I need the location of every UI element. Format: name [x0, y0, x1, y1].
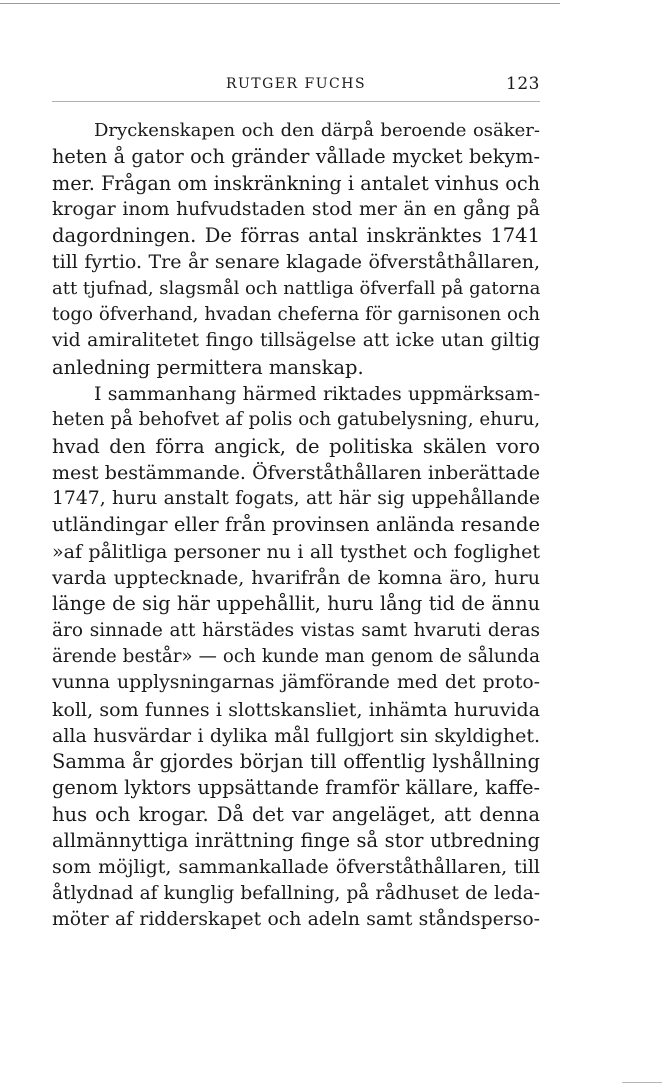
- text-line: »af pålitliga personer nu i all tysthet och foglighet: [52, 540, 540, 563]
- text-line: åtlydnad af kunglig befallning, på rådhuset de leda-: [52, 882, 540, 904]
- text-line: vid amiralitetet fingo tillsägelse att icke utan giltig: [52, 330, 540, 352]
- text-line: länge de sig här uppehållit, huru lång tid de ännu: [52, 592, 540, 616]
- text-line: krogar inom hufvudstaden stod mer än en gång på: [52, 198, 540, 220]
- text-line: varda upptecknade, hvarifrån de komna äro, huru: [52, 567, 540, 590]
- text-line: ärende består» — och kunde man genom de sålunda: [52, 645, 540, 667]
- top-edge-rule: [0, 3, 560, 4]
- text-line: togo öfverhand, hvadan cheferna för garnisonen och: [52, 304, 540, 326]
- text-line: mer. Frågan om inskränkning i antalet vinhus och: [52, 171, 540, 195]
- text-line: allmännyttiga inrättning finge så stor utbredning: [52, 829, 540, 853]
- header-rule: [52, 101, 540, 102]
- text-line: som möjligt, sammankallade öfverståthållaren, till: [52, 856, 540, 879]
- text-line: hvad den förra angick, de politiska skälen voro: [52, 434, 540, 458]
- text-line: heten på behofvet af polis och gatubelysning, ehuru,: [52, 409, 540, 431]
- text-line: äro sinnade att härstädes vistas samt hvaruti deras: [52, 619, 540, 641]
- text-line: till fyrtio. Tre år senare klagade öfverståthållaren,: [52, 251, 540, 274]
- running-title: RUTGER FUCHS: [225, 76, 367, 92]
- page-number: 123: [506, 74, 540, 94]
- text-line: hus och krogar. Då det var angeläget, att denna: [52, 802, 540, 826]
- text-line: Dryckenskapen och den därpå beroende osäker-: [94, 120, 540, 141]
- text-line: mest bestämmande. Öfverståthållaren inberättade: [52, 461, 540, 484]
- text-line: I sammanhang härmed riktades uppmärksam-: [94, 382, 540, 405]
- text-line: 1747, huru anstalt fogats, att här sig uppehållande: [52, 488, 540, 510]
- text-line: dagordningen. De förras antal inskränktes 1741: [52, 224, 540, 248]
- running-head: [52, 74, 540, 100]
- text-line: vunna upplysningarnas jämförande med det proto-: [52, 672, 540, 694]
- text-line: utländingar eller från provinsen anlända resande: [52, 513, 540, 537]
- text-line: genom lyktors uppsättande framför källare, kaffe-: [52, 776, 540, 800]
- bottom-edge-mark: [622, 1082, 662, 1083]
- paragraph-1: [52, 118, 540, 381]
- text-line: alla husvärdar i dylika mål fullgjort sin skyldighet.: [52, 724, 540, 747]
- text-line: anledning permittera manskap.: [52, 355, 364, 379]
- text-line: heten å gator och gränder vållade mycket bekym-: [52, 145, 540, 169]
- text-line: koll, som funnes i slottskansliet, inhämta huruvida: [52, 698, 540, 721]
- text-line: Samma år gjordes början till offentlig lyshållning: [52, 750, 540, 774]
- text-line: möter af ridderskapet och adeln samt ståndsperso-: [52, 908, 540, 930]
- text-line: att tjufnad, slagsmål och nattliga öfverfall på gatorna: [52, 277, 541, 299]
- paragraph-2: [52, 381, 540, 933]
- body-text: [52, 118, 540, 933]
